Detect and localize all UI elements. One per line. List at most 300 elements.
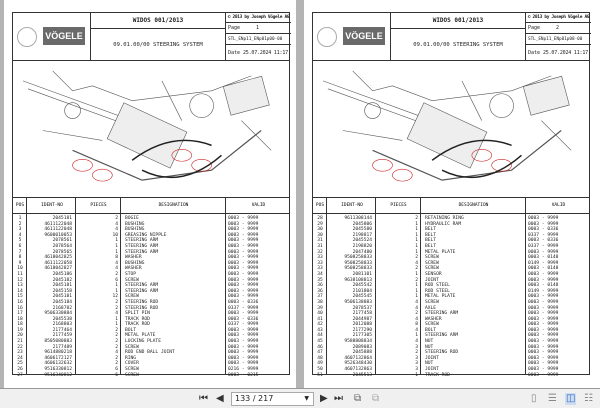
ident-no-cell: 2045580	[352, 227, 372, 233]
valid-cell: 0003 - 0336	[528, 227, 559, 233]
pos-cell: 31	[317, 243, 323, 249]
pos-cell: 16	[17, 299, 23, 305]
valid-cell: 0003 - 9999	[228, 260, 259, 266]
designation-cell: SCREW	[425, 260, 439, 266]
pos-cell: 20	[17, 333, 23, 339]
valid-cell: 0003 - 9999	[528, 221, 559, 227]
designation-cell: HYDRAULIC RAM	[425, 221, 461, 227]
pieces-cell: 1	[415, 232, 418, 238]
pos-cell: 39	[317, 305, 323, 311]
pieces-cell: 2	[115, 305, 118, 311]
ident-no-cell: 9516340812	[44, 372, 72, 378]
pieces-cell: 4	[415, 316, 418, 322]
company-seal-icon	[17, 27, 37, 47]
ident-no-cell: 4611122058	[44, 260, 72, 266]
pos-cell: 13	[17, 283, 23, 289]
pos-cell: 24	[17, 355, 23, 361]
pieces-cell: 4	[415, 339, 418, 345]
ident-no-cell: 9638108813	[344, 277, 372, 283]
pieces-cell: 1	[415, 221, 418, 227]
date-value: 25.07.2024 11:17	[243, 50, 288, 56]
valid-cell: 0003 - 9999	[228, 266, 259, 272]
valid-cell: 0003 - 9999	[528, 367, 559, 373]
pieces-cell: 2	[115, 344, 118, 350]
ident-no-cell: 9508258833	[344, 260, 372, 266]
ident-no-cell: 2045538	[52, 316, 72, 322]
pieces-cell: 2	[415, 311, 418, 317]
pos-cell: 32	[317, 249, 323, 255]
copyright: © 2013 by Joseph Vögele AG	[226, 13, 291, 23]
valid-cell: 0003 - 9999	[528, 344, 559, 350]
valid-cell: 0003 - 9999	[528, 339, 559, 345]
pos-cell: 35	[317, 277, 323, 283]
valid-cell: 0003 - 9999	[228, 255, 259, 261]
pieces-cell: 4	[115, 311, 118, 317]
designation-cell: STEERING ARM	[125, 249, 159, 255]
document-page-right	[304, 0, 600, 388]
designation-cell: METAL PLATE	[425, 249, 456, 255]
designation-cell: BUSHING	[125, 260, 145, 266]
designation-cell: STEERING ROD	[425, 350, 459, 356]
pos-cell: 33	[317, 266, 323, 272]
pieces-cell: 3	[415, 355, 418, 361]
pieces-cell: 1	[415, 294, 418, 300]
pieces-cell: 6	[115, 372, 118, 378]
pos-cell: 2	[18, 221, 22, 227]
designation-cell: BUSHING	[125, 227, 145, 233]
ident-no-cell: 2078537	[352, 305, 372, 311]
section-title: 09.01.00/00 STEERING SYSTEM	[391, 29, 526, 61]
ident-no-cell: 2045513	[352, 372, 372, 378]
valid-cell: 0149 - 9999	[528, 288, 559, 294]
ident-no-cell: 4607132864	[344, 355, 372, 361]
pos-cell: 4	[18, 232, 22, 238]
pos-cell: 36	[317, 283, 323, 289]
logo-cell	[13, 13, 91, 61]
valid-cell: 0003 - 9999	[228, 238, 259, 244]
ident-no-cell: 2168803	[52, 322, 72, 328]
valid-cell: 0003 - 0148	[528, 255, 559, 261]
ident-no-cell: 9588808834	[344, 339, 372, 345]
ident-no-cell: 2045158	[52, 288, 72, 294]
pos-cell: 42	[317, 322, 323, 328]
pieces-cell: 1	[115, 238, 118, 244]
ident-no-cell: 2045888	[352, 350, 372, 356]
pieces-cell: 8	[415, 322, 418, 328]
page-number: 1	[256, 25, 260, 31]
ident-no-cell: 4611122048	[44, 221, 72, 227]
pos-cell: 18	[17, 322, 23, 328]
parts-table	[13, 198, 289, 378]
designation-cell: NUT	[425, 339, 434, 345]
designation-cell: SCREW	[125, 372, 139, 378]
pos-cell: 37	[317, 294, 323, 300]
designation-cell: BELT	[425, 227, 437, 233]
fit-page-icon[interactable]: ⧉	[354, 393, 362, 404]
catalog-title: WIDOS 001/2013	[391, 13, 526, 29]
designation-cell: WASHER	[125, 266, 142, 272]
pos-cell: 5	[18, 238, 22, 244]
valid-cell: 0003 - 9999	[228, 344, 259, 350]
next-page-icon[interactable]: ▶	[320, 393, 328, 404]
valid-cell: 0003 - 0336	[228, 316, 259, 322]
col-ident: IDENT-NO	[41, 203, 63, 208]
designation-cell: GREASING NIPPLE	[125, 232, 167, 238]
valid-cell: 0003 - 9999	[228, 361, 259, 367]
pos-cell: 18	[17, 316, 23, 322]
designation-cell: ROD STEEL	[425, 288, 450, 294]
pieces-cell: 4	[115, 227, 118, 233]
valid-cell: 0003 - 9999	[528, 327, 559, 333]
designation-cell: SCREW	[125, 277, 139, 283]
valid-cell: 0003 - 9999	[528, 294, 559, 300]
page-label: Page	[228, 25, 241, 31]
pieces-cell: 1	[415, 271, 418, 277]
designation-cell: NUT	[425, 344, 434, 350]
designation-cell: METAL PLATE	[425, 294, 456, 300]
valid-cell: 0003 - 9999	[228, 283, 259, 289]
ident-no-cell: 2045181	[52, 216, 72, 221]
pos-cell: 31	[317, 238, 323, 244]
ident-no-cell: 2047480	[352, 249, 372, 255]
last-page-icon[interactable]: ⏭	[334, 393, 343, 404]
valid-cell: 0003 - 9999	[228, 311, 259, 317]
valid-cell: 0003 - 9999	[228, 232, 259, 238]
designation-cell: JOINT	[425, 367, 439, 373]
ident-no-cell: 4618042827	[44, 266, 72, 272]
valid-cell: 0003 - 0336	[528, 238, 559, 244]
pos-cell: 50	[317, 367, 323, 373]
pieces-cell: 3	[415, 367, 418, 373]
brand-logo: VÖGELE	[43, 27, 85, 45]
designation-cell: NUT	[425, 361, 434, 367]
valid-cell: 0003 - 9999	[228, 249, 259, 255]
valid-cell: 0216 - 9999	[228, 367, 259, 373]
date-label: Date	[228, 50, 241, 56]
ident-no-cell: 4611122048	[44, 227, 72, 233]
ident-no-cell: 8505080883	[44, 339, 72, 345]
catalog-title: WIDOS 001/2013	[91, 13, 226, 29]
page-cell	[526, 23, 591, 34]
page-number: 2	[556, 25, 560, 31]
col-pos: POS	[15, 203, 25, 208]
brand-logo: VÖGELE	[343, 27, 385, 45]
valid-cell: 0003 - 9999	[228, 294, 259, 300]
designation-cell: TRACK ROD	[125, 322, 150, 328]
col-valid: VALID	[551, 203, 566, 208]
designation-cell: METAL PLATE	[125, 333, 156, 339]
pos-cell: 34	[317, 271, 323, 277]
pos-cell: 8	[18, 255, 22, 261]
ident-no-cell: 2045182	[52, 277, 72, 283]
pos-cell: 49	[317, 361, 323, 367]
valid-cell: 0337 - 9999	[228, 305, 259, 311]
pieces-cell: 1	[415, 288, 418, 294]
designation-cell: BELT	[425, 238, 437, 244]
ident-no-cell: 2177290	[352, 327, 372, 333]
valid-cell: 0003 - 9999	[528, 350, 559, 356]
ident-no-cell: 4607132863	[344, 367, 372, 373]
valid-cell: 0003 - 9999	[228, 350, 259, 356]
designation-cell: SCREW	[425, 266, 439, 272]
company-seal-icon	[317, 27, 337, 47]
designation-cell: TRACK ROD	[125, 316, 150, 322]
pos-cell: 30	[317, 227, 323, 233]
pos-cell: 10	[17, 266, 23, 272]
ident-no-cell: 2198820	[352, 243, 372, 249]
pieces-cell: 1	[415, 283, 418, 289]
designation-cell: SCREW	[125, 367, 139, 373]
ident-no-cell: 2045184	[52, 299, 72, 305]
ident-no-cell: 2078564	[52, 243, 72, 249]
two-page-view-icon[interactable]: ◫	[566, 393, 576, 404]
valid-cell: 0003 - 9999	[528, 333, 559, 339]
ident-no-cell: 9508258833	[344, 266, 372, 272]
col-pos: POS	[315, 203, 325, 208]
page-cell	[226, 23, 291, 34]
ident-no-cell: 2078561	[52, 238, 72, 244]
designation-cell: WASHER	[125, 255, 142, 261]
pieces-cell: 2	[115, 339, 118, 345]
valid-cell: 0003 - 9999	[528, 322, 559, 328]
valid-cell: 0003 - 9999	[228, 333, 259, 339]
col-pieces: PIECES	[90, 203, 107, 208]
previous-page-icon[interactable]: ◀	[216, 393, 224, 404]
pieces-cell: 2	[115, 327, 118, 333]
pieces-cell: 1	[415, 238, 418, 244]
reference-code: STL_ENp11_ENp01p00-00	[226, 34, 291, 45]
designation-cell: JOINT	[425, 355, 439, 361]
designation-cell: BOLT	[425, 327, 437, 333]
ident-no-cell: 2045181	[52, 283, 72, 289]
designation-cell: SCREW	[125, 294, 139, 300]
ident-no-cell: 2012088	[352, 322, 372, 328]
ident-no-cell: 4618042825	[44, 255, 72, 261]
valid-cell: 0003 - 9999	[228, 355, 259, 361]
steering-system-drawing	[13, 61, 289, 197]
pos-cell: 40	[317, 311, 323, 317]
pieces-cell: 4	[415, 305, 418, 311]
ident-no-cell: 9516330812	[44, 367, 72, 373]
page-gap	[296, 0, 304, 388]
designation-cell: SENSOR	[425, 271, 442, 277]
pieces-cell: 2	[115, 333, 118, 339]
designation-cell: BOLT	[125, 327, 137, 333]
designation-cell: SCREW	[425, 299, 439, 305]
designation-cell: BOGIE	[125, 216, 139, 221]
valid-cell: 0003 - 9999	[528, 361, 559, 367]
date-label: Date	[528, 50, 541, 56]
pos-cell: 11	[17, 271, 23, 277]
designation-cell: STOP	[125, 271, 137, 277]
page-label: Page	[528, 25, 541, 31]
pieces-cell: 4	[115, 221, 118, 227]
valid-cell: 0003 - 9999	[228, 216, 259, 221]
pieces-cell: 2	[115, 361, 118, 367]
pos-cell: 45	[317, 339, 323, 345]
pos-cell: 38	[317, 299, 323, 305]
pieces-cell: 8	[115, 255, 118, 261]
table-row	[13, 373, 289, 379]
designation-cell: COVER	[125, 361, 139, 367]
steering-system-drawing	[313, 61, 589, 197]
page-indicator: 133 / 217	[235, 394, 274, 403]
pieces-cell: 2	[115, 271, 118, 277]
single-page-view-icon[interactable]: ▯	[531, 393, 537, 404]
exploded-drawing	[313, 61, 589, 198]
col-pieces: PIECES	[390, 203, 407, 208]
valid-cell: 0003 - 9999	[528, 299, 559, 305]
ident-no-cell: 2081101	[352, 271, 372, 277]
designation-cell: STEERING ARM	[125, 243, 159, 249]
pieces-cell: 1	[115, 316, 118, 322]
ident-no-cell: 9611308144	[344, 216, 372, 221]
valid-cell: 0003 - 0148	[528, 266, 559, 272]
pos-cell: 36	[317, 288, 323, 294]
valid-cell: 0003 - 9999	[528, 249, 559, 255]
parts-table	[313, 198, 589, 378]
pos-cell: 21	[17, 339, 23, 345]
viewer-toolbar	[0, 388, 600, 408]
pieces-cell: 1	[115, 322, 118, 328]
designation-cell: SCREW	[425, 322, 439, 328]
exploded-drawing	[13, 61, 289, 198]
pos-cell: 9	[18, 260, 22, 266]
ident-no-cell: 2168782	[52, 305, 72, 311]
valid-cell: 0337 - 9999	[228, 322, 259, 328]
valid-cell: 0003 - 9999	[228, 339, 259, 345]
designation-cell: WASHER	[425, 316, 442, 322]
ident-no-cell: 4606172127	[44, 355, 72, 361]
pieces-cell: 1	[115, 243, 118, 249]
designation-cell: STEERING ROD	[125, 305, 159, 311]
logo-cell	[313, 13, 391, 61]
pos-cell: 47	[317, 350, 323, 356]
valid-cell: 0003 - 9999	[528, 305, 559, 311]
ident-no-cell: 9526348430	[344, 361, 372, 367]
ident-no-cell: 2198817	[352, 232, 372, 238]
ident-no-cell: 2089083	[352, 344, 372, 350]
col-designation: DESIGNATION	[458, 203, 489, 208]
pos-cell: 43	[317, 327, 323, 333]
pos-cell: 19	[17, 327, 23, 333]
pieces-cell: 2	[115, 216, 118, 221]
chevron-down-icon[interactable]: ▼	[304, 395, 309, 402]
designation-cell: AXLE	[425, 305, 437, 311]
pos-cell: 12	[17, 277, 23, 283]
pos-cell: 33	[317, 255, 323, 261]
pos-cell: 33	[317, 260, 323, 266]
pieces-cell: 2	[415, 277, 418, 283]
pieces-cell: 2	[415, 255, 418, 261]
pieces-cell: 1	[415, 333, 418, 339]
pieces-cell: 4	[415, 299, 418, 305]
pieces-cell: 6	[115, 367, 118, 373]
ident-no-cell: 2045186	[52, 271, 72, 277]
pos-cell: 28	[317, 216, 323, 221]
valid-cell: 0003 - 9999	[528, 355, 559, 361]
ident-no-cell: 2177489	[52, 344, 72, 350]
pos-cell: 44	[317, 333, 323, 339]
ident-no-cell: 2177459	[52, 333, 72, 339]
valid-cell: 0003 - 9999	[228, 277, 259, 283]
valid-cell: 0003 - 0148	[528, 283, 559, 289]
pieces-cell: 1	[415, 227, 418, 233]
section-title: 09.01.00/00 STEERING SYSTEM	[91, 29, 226, 61]
valid-cell: 0337 - 9999	[528, 243, 559, 249]
designation-cell: RING	[125, 355, 137, 361]
pieces-cell: 6	[115, 277, 118, 283]
valid-cell: 0003 - 9999	[228, 271, 259, 277]
pieces-cell: 2	[415, 350, 418, 356]
pos-cell: 16	[17, 305, 23, 311]
ident-no-cell: 2045806	[352, 221, 372, 227]
valid-cell: 0003 - 9999	[528, 277, 559, 283]
page-number-input[interactable]	[231, 392, 314, 406]
ident-no-cell: 2177458	[352, 311, 372, 317]
designation-cell: BUSHING	[125, 221, 145, 227]
ident-no-cell: 9614880218	[44, 350, 72, 356]
pieces-cell: 1	[415, 243, 418, 249]
fit-width-icon[interactable]: ⧉	[372, 393, 380, 404]
valid-cell: 0003 - 0215	[228, 372, 259, 378]
pieces-cell: 1	[415, 372, 418, 378]
col-valid: VALID	[251, 203, 266, 208]
ident-no-cell: 2045524	[352, 238, 372, 244]
two-page-continuous-icon[interactable]: ☷	[584, 393, 593, 404]
pieces-cell: 3	[415, 361, 418, 367]
valid-cell: 0003 - 9999	[228, 221, 259, 227]
pieces-cell: 4	[415, 260, 418, 266]
designation-cell: BELT	[425, 243, 437, 249]
ident-no-cell: 2078565	[52, 249, 72, 255]
valid-cell: 0003 - 9999	[528, 372, 559, 378]
table-header	[313, 198, 589, 214]
pos-cell: 30	[317, 232, 323, 238]
designation-cell: TRACK ROD	[425, 372, 450, 378]
ident-no-cell: 2101804	[352, 288, 372, 294]
designation-cell: SCREW	[425, 255, 439, 261]
pos-cell: 7	[18, 249, 22, 255]
table-header	[13, 198, 289, 214]
date-cell	[226, 45, 291, 61]
parts-sheet	[12, 12, 290, 378]
valid-cell: 0149 - 9999	[528, 260, 559, 266]
designation-cell: STEERING ROD	[125, 299, 159, 305]
ident-no-cell: 4606132632	[44, 361, 72, 367]
sheet-header	[313, 13, 589, 61]
designation-cell: STEERING ARM	[425, 311, 459, 317]
valid-cell: 0003 - 9999	[228, 243, 259, 249]
ident-no-cell: 2044987	[352, 316, 372, 322]
pieces-cell: 4	[115, 266, 118, 272]
pos-cell: 29	[317, 221, 323, 227]
designation-cell: SPLIT PIN	[125, 311, 150, 317]
pos-cell: 25	[17, 361, 23, 367]
first-page-icon[interactable]: ⏮	[199, 393, 208, 404]
pos-cell: 17	[17, 311, 23, 317]
designation-cell: STEERING ARM	[425, 333, 459, 339]
pieces-cell: 10	[112, 232, 118, 238]
reference-code: STL_ENp11_ENp01p08-00	[526, 34, 591, 45]
pos-cell: 3	[18, 227, 22, 233]
designation-cell: JOINT	[425, 277, 439, 283]
continuous-view-icon[interactable]: ☰	[548, 393, 557, 404]
ident-no-cell: 9600010053	[44, 232, 72, 238]
valid-cell: 0337 - 9999	[528, 232, 559, 238]
pieces-cell: 3	[415, 344, 418, 350]
pos-cell: 22	[17, 344, 23, 350]
